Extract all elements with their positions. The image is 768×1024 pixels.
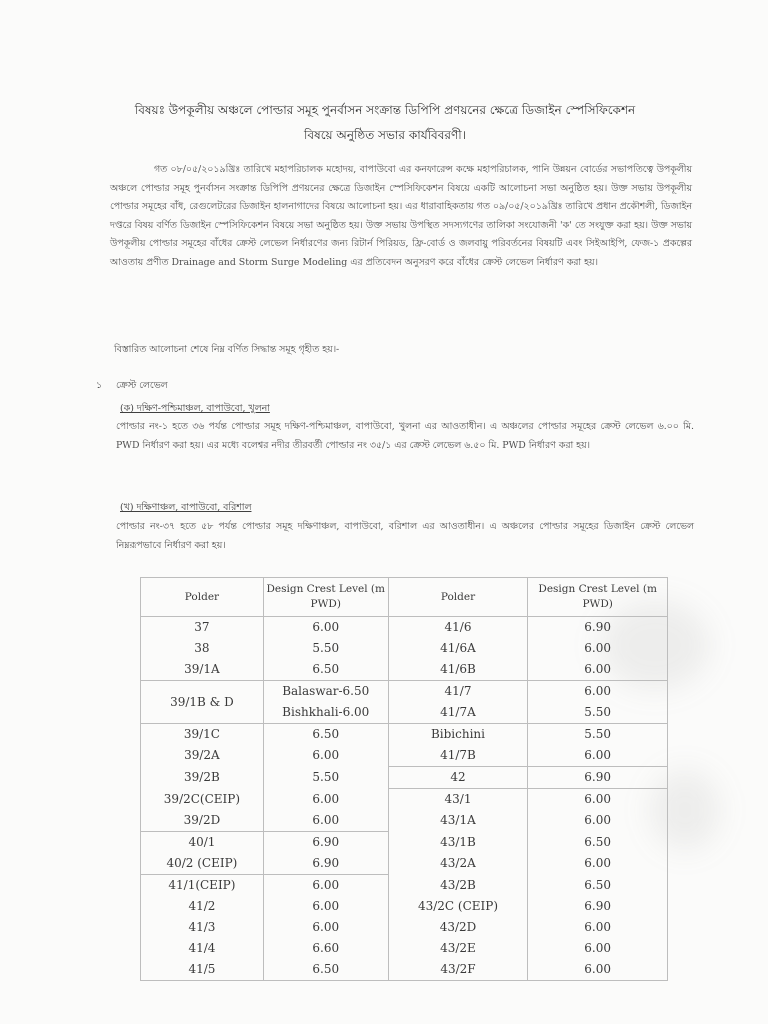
cell-polder: Bibichini <box>388 724 528 746</box>
header-crest-right: Design Crest Level (m PWD) <box>528 578 668 617</box>
cell-polder: 43/2D <box>388 917 528 938</box>
cell-level: 6.00 <box>528 659 668 681</box>
cell-polder: 43/2B <box>388 875 528 897</box>
table-row <box>141 832 668 854</box>
cell-level: 6.00 <box>263 917 388 938</box>
cell-level: 6.00 <box>528 810 668 832</box>
cell-polder: 39/2A <box>141 745 264 767</box>
header-polder-right: Polder <box>388 578 528 617</box>
subject-heading <box>60 98 710 148</box>
cell-level: 6.00 <box>528 745 668 767</box>
cell-polder: 38 <box>141 638 264 659</box>
table-row <box>141 745 668 767</box>
cell-level: 6.50 <box>263 959 388 981</box>
header-polder-left: Polder <box>141 578 264 617</box>
cell-level: 6.00 <box>528 959 668 981</box>
cell-level: 5.50 <box>263 767 388 789</box>
cell-polder: 43/1A <box>388 810 528 832</box>
cell-level: 6.00 <box>263 789 388 811</box>
table-row <box>141 789 668 811</box>
cell-polder: 43/1 <box>388 789 528 811</box>
cell-polder: 41/1(CEIP) <box>141 875 264 897</box>
cell-polder: 39/2B <box>141 767 264 789</box>
cell-polder: 37 <box>141 617 264 639</box>
cell-level: 6.00 <box>528 853 668 875</box>
cell-level: 6.50 <box>263 659 388 681</box>
intro-paragraph <box>110 161 692 272</box>
subsection-a-text: পোল্ডার নং-১ হতে ৩৬ পর্যন্ত পোল্ডার সমূহ দক্ষিণ-পশ্চিমাঞ্চল, বাপাউবো, খুলনা এর আওতাধীন। এ অঞ্চলের পোল্ডার সমূহের ক্রেস্ট লেভেল ৬.০০ মি. PWD নির্ধারণ করা হয়। এর মধ্যে বলেশ্বর নদীর তীরবর্তী পোল্ডার নং ৩৫/১ এর ক্রেস্ট লেভেল ৬.৫০ মি. PWD নির্ধারণ করা হয়। <box>116 421 694 451</box>
table-row <box>141 638 668 659</box>
cell-level: 6.00 <box>263 896 388 917</box>
subject-line-1: বিষয়ঃ উপকূলীয় অঞ্চলে পোল্ডার সমূহ পুনর্বাসন সংক্রান্ত ডিপিপি প্রণয়নের ক্ষেত্রে ডিজাইন স্পেসিফিকেশন <box>134 103 636 117</box>
cell-polder: 39/1C <box>141 724 264 746</box>
cell-polder: 41/3 <box>141 917 264 938</box>
cell-level: 6.90 <box>263 853 388 875</box>
table-row <box>141 938 668 959</box>
decision-intro: বিস্তারিত আলোচনা শেষে নিম্ন বর্ণিত সিদ্ধান্ত সমূহ গৃহীত হয়।- <box>114 344 340 355</box>
table-row <box>141 853 668 875</box>
section-crest-level <box>96 378 168 393</box>
table-row <box>141 617 668 639</box>
cell-polder: 40/2 (CEIP) <box>141 853 264 875</box>
cell-polder: 43/2F <box>388 959 528 981</box>
cell-level: 6.50 <box>528 875 668 897</box>
cell-polder: 40/1 <box>141 832 264 854</box>
cell-level: 6.60 <box>263 938 388 959</box>
cell-polder: 39/2D <box>141 810 264 832</box>
cell-level: 6.90 <box>528 767 668 789</box>
cell-polder: 43/1B <box>388 832 528 854</box>
cell-level: 6.00 <box>528 638 668 659</box>
table-row <box>141 959 668 981</box>
subject-line-2: বিষয়ে অনুষ্ঠিত সভার কার্যবিবরণী। <box>304 128 466 142</box>
cell-level: 6.00 <box>528 938 668 959</box>
cell-level: 6.00 <box>528 681 668 703</box>
table-row <box>141 896 668 917</box>
subsection-b-heading: (খ) দক্ষিণাঞ্চল, বাপাউবো, বরিশাল <box>120 502 252 513</box>
cell-level: 5.50 <box>528 702 668 724</box>
table-row <box>141 659 668 681</box>
cell-level: 6.00 <box>528 789 668 811</box>
cell-polder: 41/6B <box>388 659 528 681</box>
table-row <box>141 810 668 832</box>
table-row <box>141 681 668 703</box>
cell-level: 6.00 <box>263 745 388 767</box>
cell-polder: 41/7A <box>388 702 528 724</box>
cell-polder: 39/1A <box>141 659 264 681</box>
table-row <box>141 875 668 897</box>
header-crest-left: Design Crest Level (m PWD) <box>263 578 388 617</box>
cell-level: 6.00 <box>263 810 388 832</box>
cell-polder: 42 <box>388 767 528 789</box>
cell-polder: 41/2 <box>141 896 264 917</box>
cell-level: 6.00 <box>263 617 388 639</box>
table-row <box>141 767 668 789</box>
crest-level-table <box>140 577 668 981</box>
cell-polder: 41/7 <box>388 681 528 703</box>
cell-polder: 43/2E <box>388 938 528 959</box>
cell-level: 6.90 <box>528 617 668 639</box>
intro-paragraph-text: গত ০৮/০৫/২০১৯খ্রিঃ তারিখে মহাপরিচালক মহোদয়, বাপাউবো এর কনফারেন্স কক্ষে মহাপরিচালক, পানি উন্নয়ন বোর্ডের সভাপতিত্বে উপকূলীয় অঞ্চলে পোল্ডার সমূহ পুনর্বাসন সংক্রান্ত ডিপিপি প্রণয়নের ক্ষেত্রে ডিজাইন স্পেসিফিকেশন বিষয়ে একটি আলোচনা সভা অনুষ্ঠিত হয়। উক্ত সভায় উপকূলীয় পোল্ডার সমূহের বাঁধ, রেগুলেটরের ডিজাইন হালনাগাদের বিষয়ে আলোচনা হয়। এর ধারাবাহিকতায় গত ০৯/০৫/২০১৯খ্রিঃ তারিখে প্রধান প্রকৌশলী, ডিজাইন দপ্তরে বিষয় বর্ণিত ডিজাইন স্পেসিফিকেশন বিষয়ে সভা অনুষ্ঠিত হয়। উক্ত সভায় উপস্থিত সদস্যগণের তালিকা সংযোজনী 'ক' তে সংযুক্ত করা হয়। উক্ত সভায় উপকূলীয় পোল্ডার সমূহের বাঁধের ক্রেস্ট লেভেল নির্ধারণের জন্য রিটার্ন পিরিয়ড, ফ্রি-বোর্ড ও জলবায়ু পরিবর্তনের বিষয়টি এবং সিইআইপি, ফেজ-১ প্রকল্পের আওতায় প্রণীত Drainage and Storm Surge Modeling এর প্রতিবেদন অনুসরণ করে বাঁধের ক্রেস্ট লেভেল নির্ধারণ করা হয়। <box>110 164 692 268</box>
cell-level: 6.50 <box>528 832 668 854</box>
cell-level: 6.90 <box>528 896 668 917</box>
cell-polder: 39/1B & D <box>141 681 264 724</box>
cell-polder: 43/2C (CEIP) <box>388 896 528 917</box>
section-title: ক্রেস্ট লেভেল <box>116 380 168 391</box>
subsection-b-text: পোল্ডার নং-৩৭ হতে ৫৮ পর্যন্ত পোল্ডার সমূহ দক্ষিণাঞ্চল, বাপাউবো, বরিশাল এর আওতাধীন। এ অঞ্চলের পোল্ডার সমূহের ডিজাইন ক্রেস্ট লেভেল নিম্নরূপভাবে নির্ধারণ করা হয়। <box>116 521 694 551</box>
table-header-row <box>141 578 668 617</box>
cell-level: 6.00 <box>263 875 388 897</box>
table-row <box>141 724 668 746</box>
cell-polder: 41/6 <box>388 617 528 639</box>
cell-polder: 41/4 <box>141 938 264 959</box>
cell-level: 6.00 <box>528 917 668 938</box>
cell-level: Bishkhali-6.00 <box>263 702 388 724</box>
cell-polder: 41/6A <box>388 638 528 659</box>
cell-level: 5.50 <box>263 638 388 659</box>
subsection-a-heading: (ক) দক্ষিণ-পশ্চিমাঞ্চল, বাপাউবো, খুলনা <box>120 403 270 414</box>
section-number: ১ <box>96 380 103 391</box>
cell-level: Balaswar-6.50 <box>263 681 388 703</box>
cell-polder: 41/5 <box>141 959 264 981</box>
cell-polder: 39/2C(CEIP) <box>141 789 264 811</box>
table-row <box>141 917 668 938</box>
cell-level: 6.50 <box>263 724 388 746</box>
cell-level: 6.90 <box>263 832 388 854</box>
cell-level: 5.50 <box>528 724 668 746</box>
cell-polder: 41/7B <box>388 745 528 767</box>
cell-polder: 43/2A <box>388 853 528 875</box>
